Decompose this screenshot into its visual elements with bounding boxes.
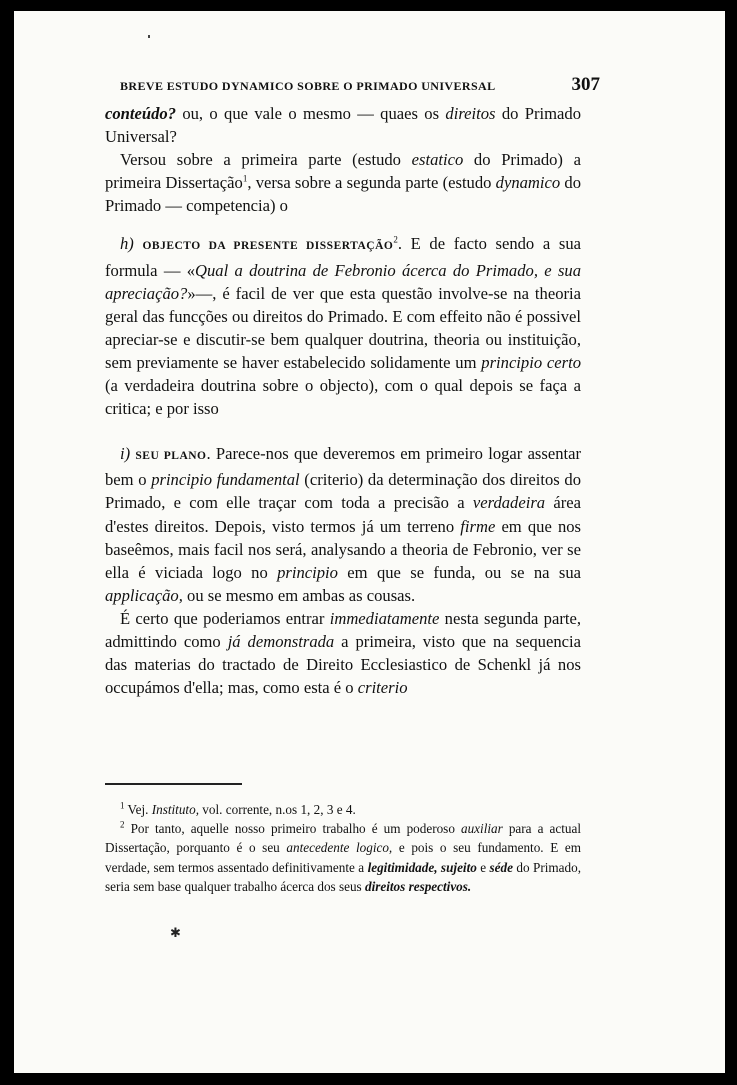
footnotes bbox=[105, 800, 581, 896]
footnote-rule bbox=[105, 783, 242, 785]
paragraph-5: É certo que poderiamos entrar immediatamente nesta segunda parte, admittindo como já demonstrada a primeira, visto que na sequencia das materias do tractado de Direito Ecclesiastico de Schenkl já nos occupámos d'ella; mas, como esta é o criterio bbox=[105, 608, 581, 698]
running-header bbox=[120, 74, 600, 96]
ink-speck bbox=[148, 35, 150, 38]
section-label-h: h) bbox=[120, 234, 134, 254]
page-number: 307 bbox=[571, 74, 600, 95]
footnote-ref-2: 2 bbox=[393, 234, 398, 245]
paragraph-2: Versou sobre a primeira parte (estudo estatico do Primado) a primeira Dissertação$^1$, versa sobre a segunda parte (estudo dynamico do Primado — competencia) o bbox=[105, 150, 581, 216]
paragraph-plano: i) SEU PLANO. Parece-nos que deveremos em primeiro logar assentar bem o principio fundamental (criterio) da determinação dos direitos do Primado, e com elle traçar com toda a precisão a verdadeira área d'estes direitos. Depois, visto termos já um terreno firme em que nos baseêmos, mais facil nos será, analysando a theoria de Febronio, ver se ella é viciada logo no principio em que se funda, ou se na sua applicação, ou se mesmo em ambas as cousas. bbox=[105, 444, 582, 605]
ornament-asterisk: ✱ bbox=[170, 926, 181, 941]
main-text bbox=[105, 102, 581, 699]
footnote-1: $^1$ Vej. Instituto, vol. corrente, n.os 1, 2, 3 e 4. bbox=[120, 800, 356, 817]
book-page bbox=[14, 11, 725, 1073]
section-label-i: i) bbox=[120, 444, 131, 464]
footnote-2: $^2$ Por tanto, aquelle nosso primeiro trabalho é um poderoso auxiliar para a actual Dissertação, porquanto é o seu antecedente logico, e pois o seu fundamento. E em verdade, sem termos assentado definitivamente a legitimidade, sujeito e séde do Primado, seria sem base qualquer trabalho ácerca dos seus direitos respectivos. bbox=[105, 819, 581, 894]
paragraph-1: conteúdo? ou, o que vale o mesmo — quaes os direitos do Primado Universal? bbox=[105, 104, 582, 147]
paragraph-objecto: h) OBJECTO DA PRESENTE DISSERTAÇÃO$^2$. E de facto sendo a sua formula — «Qual a doutrina de Febronio ácerca do Primado, e sua apreciação?»—, é facil de ver que esta questão involve-se na theoria geral das funcções ou direitos do Primado. E com effeito não é possivel apreciar-se e discutir-se bem qualquer doutrina, theoria ou instituição, sem previamente se haver estabelecido solidamente um principio certo (a verdadeira doutrina sobre o objecto), com o qual depois se faça a critica; e por isso bbox=[105, 234, 581, 419]
running-title: BREVE ESTUDO DYNAMICO SOBRE O PRIMADO UNIVERSAL bbox=[120, 79, 496, 93]
footnote-ref-1: 1 bbox=[242, 173, 248, 184]
section-heading-plano: SEU PLANO bbox=[135, 450, 207, 463]
section-heading-objecto: OBJECTO DA PRESENTE DISSERTAÇÃO bbox=[142, 240, 394, 253]
